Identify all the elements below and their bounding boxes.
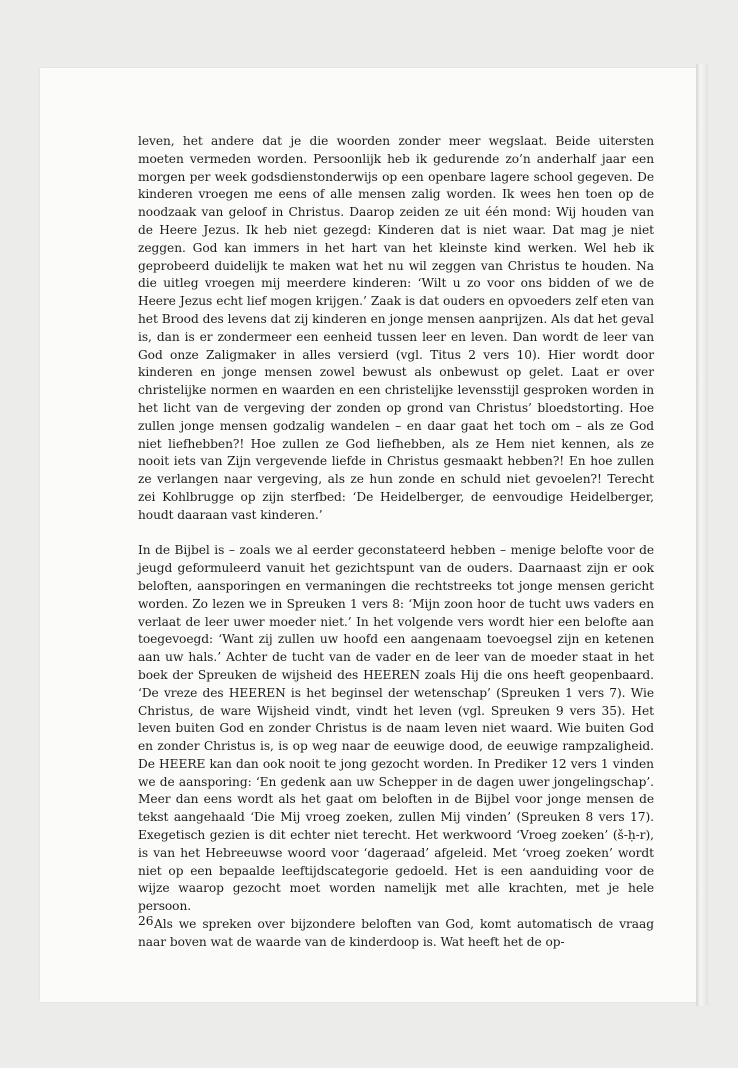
body-text [138,133,654,952]
page-number: 26 [138,914,154,928]
page-edge [696,64,708,1006]
paragraph-1: leven, het andere dat je die woorden zonder meer wegslaat. Beide uitersten moeten vermeden worden. Persoonlijk heb ik gedurende zo’n anderhalf jaar een morgen per week godsdienstonderwijs op een openbare lagere school gegeven. De kinderen vroegen me eens of alle mensen zalig worden. Ik wees hen toen op de noodzaak van geloof in Christus. Daarop zeiden ze uit één mond: Wij houden van de Heere Jezus. Ik heb niet gezegd: Kinderen dat is niet waar. Dat mag je niet zeggen. God kan immers in het hart van het kleinste kind werken. Wel heb ik geprobeerd duidelijk te maken wat het nu wil zeggen van Christus te houden. Na die uitleg vroegen mij meerdere kinderen: ‘Wilt u zo voor ons bidden of we de Heere Jezus echt lief mogen krijgen.’ Zaak is dat ouders en opvoeders zelf eten van het Brood des levens dat zij kinderen en jonge mensen aanprijzen. Als dat het geval is, dan is er zondermeer een eenheid tussen leer en leven. Dan wordt de leer van God onze Zaligmaker in alles versierd (vgl. Titus 2 vers 10). Hier wordt door kinderen en jonge mensen zowel bewust als onbewust op gelet. Laat er over christelijke normen en waarden en een christelijke levensstijl gesproken worden in het licht van de vergeving der zonden op grond van Christus’ bloedstorting. Hoe zullen jonge mensen godzalig wandelen – en daar gaat het toch om – als ze God niet liefhebben?! Hoe zullen ze God liefhebben, als ze Hem niet kennen, als ze nooit iets van Zijn vergevende liefde in Christus gesmaakt hebben?! En hoe zullen ze verlangen naar vergeving, als ze hun zonde en schuld niet gevoelen?! Terecht zei Kohlbrugge op zijn sterfbed: ‘De Heidelberger, de eenvoudige Heidelberger, houdt daaraan vast kinderen.’ [138,134,654,522]
paragraph-2: In de Bijbel is – zoals we al eerder geconstateerd hebben – menige belofte voor de jeugd geformuleerd vanuit het gezichtspunt van de ouders. Daarnaast zijn er ook beloften, aansporingen en vermaningen die rechtstreeks tot jonge mensen gericht worden. Zo lezen we in Spreuken 1 vers 8: ‘Mijn zoon hoor de tucht uws vaders en verlaat de leer uwer moeder niet.’ In het volgende vers wordt hier een belofte aan toegevoegd: ‘Want zij zullen uw hoofd een aangenaam toevoegsel zijn en ketenen aan uw hals.’ Achter de tucht van de vader en de leer van de moeder staat in het boek der Spreuken de wijsheid des HEEREN zoals Hij die ons heeft geopenbaard. ‘De vreze des HEEREN is het beginsel der wetenschap’ (Spreuken 1 vers 7). Wie Christus, de ware Wijsheid vindt, vindt het leven (vgl. Spreuken 9 vers 35). Het leven buiten God en zonder Christus is de naam leven niet waard. Wie buiten God en zonder Christus is, is op weg naar de eeuwige dood, de eeuwige rampzaligheid. De HEERE kan dan ook nooit te jong gezocht worden. In Prediker 12 vers 1 vinden we de aansporing: ‘En gedenk aan uw Schepper in de dagen uwer jongelingschap’. Meer dan eens wordt als het gaat om beloften in de Bijbel voor jonge mensen de tekst aangehaald ‘Die Mij vroeg zoeken, zullen Mij vinden’ (Spreuken 8 vers 17). Exegetisch gezien is dit echter niet terecht. Het werkwoord ‘Vroeg zoeken’ (š-ḥ-r), is van het Hebreeuwse woord voor ‘dageraad’ afgeleid. Met ‘vroeg zoeken’ wordt niet op een bepaalde leeftijdscategorie gedoeld. Het is een aanduiding voor de wijze waarop gezocht moet worden namelijk met alle krachten, met je hele persoon. [138,543,654,914]
paragraph-3: Als we spreken over bijzondere beloften van God, komt automatisch de vraag naar boven wat de waarde van de kinderdoop is. Wat heeft het de op- [138,917,654,949]
